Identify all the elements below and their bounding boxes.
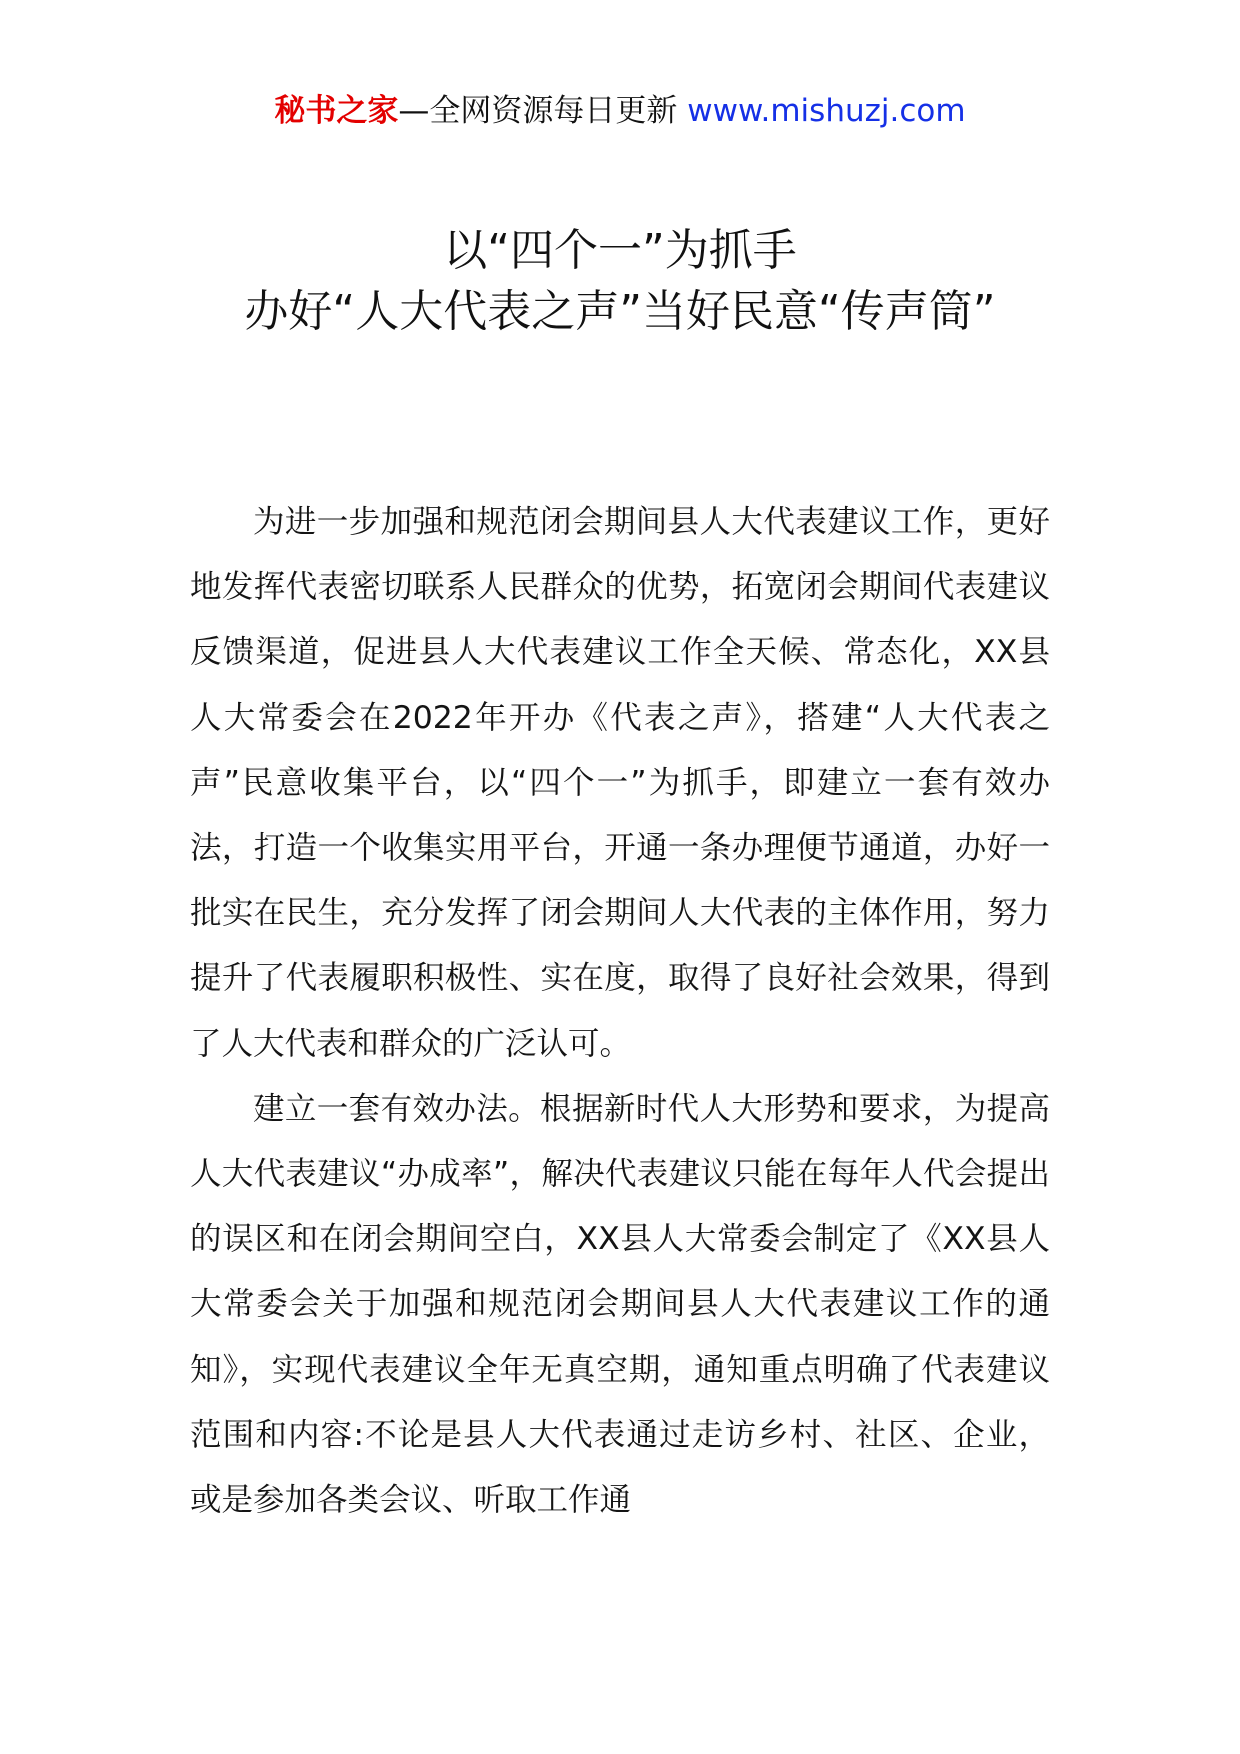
title-line-1: 以“四个一”为抓手	[443, 225, 797, 276]
site-url-link[interactable]: www.mishuzj.com	[687, 93, 966, 129]
title-line-2: 办好“人大代表之声”当好民意“传声筒”	[244, 286, 996, 337]
document-title	[190, 220, 1050, 342]
document-body	[190, 490, 1050, 1533]
paragraph-intro: 为进一步加强和规范闭会期间县人大代表建议工作，更好地发挥代表密切联系人民群众的优势，拓宽闭会期间代表建议反馈渠道，促进县人大代表建议工作全天候、常态化，XX县人大常委会在2022年开办《代表之声》，搭建“人大代表之声”民意收集平台，以“四个一”为抓手，即建立一套有效办法，打造一个收集实用平台，开通一条办理便节通道，办好一批实在民生，充分发挥了闭会期间人大代表的主体作用，努力提升了代表履职积极性、实在度，取得了良好社会效果，得到了人大代表和群众的广泛认可。	[190, 504, 1050, 1062]
paragraph-section-1: 建立一套有效办法。根据新时代人大形势和要求，为提高人大代表建议“办成率”，解决代表建议只能在每年人代会提出的误区和在闭会期间空白，XX县人大常委会制定了《XX县人大常委会关于加强和规范闭会期间县人大代表建议工作的通知》，实现代表建议全年无真空期，通知重点明确了代表建议范围和内容:不论是县人大代表通过走访乡村、社区、企业，或是参加各类会议、听取工作通	[190, 1090, 1050, 1519]
brand-name: 秘书之家	[274, 93, 399, 129]
site-header	[0, 90, 1240, 132]
header-tagline: —全网资源每日更新	[398, 93, 678, 129]
